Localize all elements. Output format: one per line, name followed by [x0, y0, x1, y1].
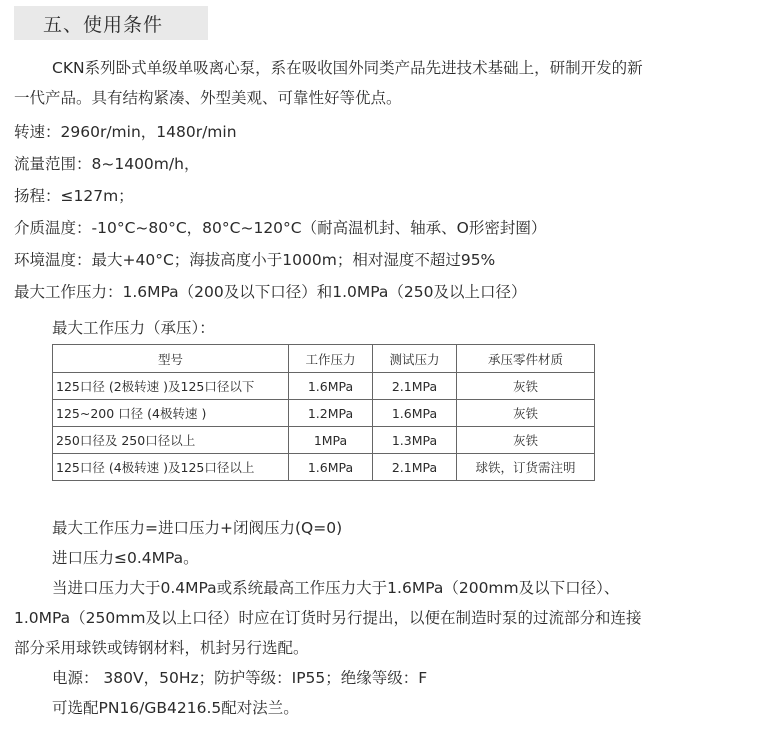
spec-medium-temp: 介质温度：-10°C~80°C，80°C~120°C（耐高温机封、轴承、O形密封圈） — [14, 219, 547, 237]
table-cell: 125口径 (2极转速 )及125口径以下 — [53, 373, 289, 400]
table-cell: 1.6MPa — [289, 373, 373, 400]
table-cell: 1MPa — [289, 427, 373, 454]
intro-line-1: CKN系列卧式单级单吸离心泵，系在吸收国外同类产品先进技术基础上，研制开发的新 — [52, 59, 643, 77]
table-cell: 灰铁 — [457, 427, 595, 454]
note-formula: 最大工作压力=进口压力+闭阀压力(Q=0) — [52, 519, 343, 537]
section-header — [14, 6, 208, 40]
note-inlet: 进口压力≤0.4MPa。 — [52, 549, 199, 567]
table-cell: 灰铁 — [457, 400, 595, 427]
table-cell: 125~200 口径 (4极转速 ) — [53, 400, 289, 427]
table-cell: 1.6MPa — [373, 400, 457, 427]
note-condition-line-3: 部分采用球铁或铸钢材料，机封另行选配。 — [14, 639, 309, 657]
table-header-row — [53, 345, 595, 373]
table-row — [53, 427, 595, 454]
table-cell: 灰铁 — [457, 373, 595, 400]
table-cell: 球铁，订货需注明 — [457, 454, 595, 481]
pressure-table — [52, 344, 595, 481]
note-condition-line-2: 1.0MPa（250mm及以上口径）时应在订货时另行提出，以便在制造时泵的过流部分和连接 — [14, 609, 642, 627]
spec-env-temp: 环境温度：最大+40°C；海拔高度小于1000m；相对湿度不超过95% — [14, 251, 496, 269]
intro-line-2: 一代产品。具有结构紧凑、外型美观、可靠性好等优点。 — [14, 89, 402, 107]
table-row — [53, 373, 595, 400]
spec-max-pressure: 最大工作压力：1.6MPa（200及以下口径）和1.0MPa（250及以上口径） — [14, 283, 527, 301]
spec-flow: 流量范围：8~1400m/h， — [14, 155, 200, 173]
table-cell: 1.2MPa — [289, 400, 373, 427]
note-power: 电源： 380V，50Hz；防护等级：IP55；绝缘等级：F — [52, 669, 428, 687]
table-header-cell: 工作压力 — [289, 345, 373, 373]
table-row — [53, 454, 595, 481]
table-cell: 2.1MPa — [373, 454, 457, 481]
spec-speed: 转速：2960r/min，1480r/min — [14, 123, 237, 141]
table-header-cell: 承压零件材质 — [457, 345, 595, 373]
table-header-cell: 型号 — [53, 345, 289, 373]
table-cell: 1.6MPa — [289, 454, 373, 481]
note-flange: 可选配PN16/GB4216.5配对法兰。 — [52, 699, 299, 717]
spec-head: 扬程：≤127m； — [14, 187, 134, 205]
table-cell: 250口径及 250口径以上 — [53, 427, 289, 454]
section-title: 五、使用条件 — [43, 13, 164, 36]
table-header-cell: 测试压力 — [373, 345, 457, 373]
table-cell: 2.1MPa — [373, 373, 457, 400]
note-condition-line-1: 当进口压力大于0.4MPa或系统最高工作压力大于1.6MPa（200mm及以下口径）、 — [52, 579, 620, 597]
table-row — [53, 400, 595, 427]
table-cell: 1.3MPa — [373, 427, 457, 454]
table-caption: 最大工作压力（承压）： — [52, 319, 215, 337]
table-cell: 125口径 (4极转速 )及125口径以上 — [53, 454, 289, 481]
